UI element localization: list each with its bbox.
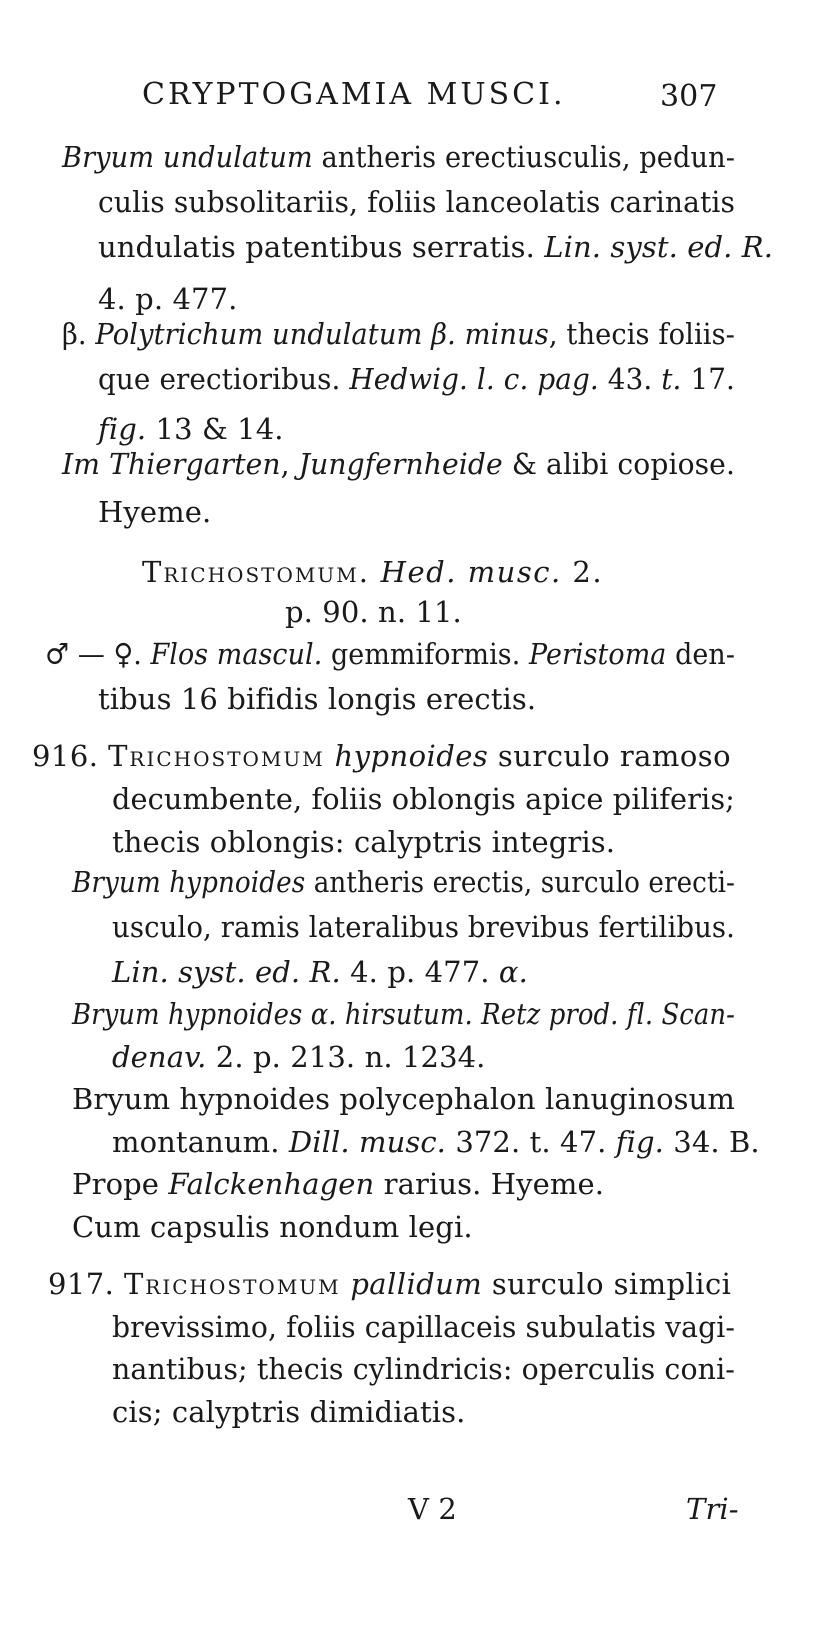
text-run: nantibus; thecis cylindricis: operculis coni- — [112, 1352, 735, 1386]
text-run: brevissimo, foliis capillaceis subulatis vagi- — [112, 1310, 735, 1344]
text-run: Flos mascul. — [150, 637, 323, 671]
text-run: antheris erectiusculis, pedun- — [312, 140, 735, 174]
text-run: 34. B. — [663, 1125, 760, 1159]
text-run: fig. — [615, 1125, 664, 1159]
text-run: decumbente, foliis oblongis apice piliferis; — [112, 782, 735, 816]
text-run: Prope — [72, 1167, 169, 1201]
text-run: & alibi copiose. — [502, 447, 735, 481]
text-run: 43. — [598, 362, 662, 396]
text-run: 2. — [561, 555, 604, 589]
text-line — [98, 230, 774, 264]
text-run: thecis oblongis: calyptris integris. — [112, 825, 616, 859]
text-run: undulatis patentibus serratis. — [98, 230, 545, 264]
text-run: 13 & 14. — [146, 412, 284, 446]
text-line — [72, 997, 735, 1031]
text-run: Falckenhagen — [168, 1167, 375, 1201]
text-run: usculo, ramis lateralibus brevibus fertilibus. — [112, 910, 735, 944]
text-run: 372. t. 47. — [446, 1125, 616, 1159]
text-line — [112, 1310, 735, 1344]
text-run: 4. p. 477. — [98, 282, 238, 316]
catchword: Tri- — [686, 1492, 739, 1526]
signature-mark: V 2 — [408, 1492, 457, 1526]
text-run: Hyeme. — [98, 495, 212, 529]
text-run: 2. p. 213. n. 1234. — [206, 1040, 486, 1074]
text-line — [62, 140, 735, 174]
text-run: Cum capsulis nondum legi. — [72, 1210, 473, 1244]
text-line — [112, 782, 735, 816]
text-run: hypnoides — [334, 739, 489, 773]
text-run: que erectioribus. — [98, 362, 350, 396]
text-run: Bryum undulatum — [62, 140, 313, 174]
text-run: Trichostomum — [123, 1267, 341, 1301]
text-line — [98, 682, 537, 716]
text-run: fig. — [98, 412, 147, 446]
text-run: culis subsolitariis, foliis lanceolatis carinatis — [98, 185, 735, 219]
text-line — [142, 555, 604, 589]
text-run: Peristoma — [528, 637, 667, 671]
text-run: Trichostomum. — [142, 555, 370, 589]
text-run: rarius. Hyeme. — [374, 1167, 605, 1201]
text-line — [98, 185, 735, 219]
text-line — [72, 1082, 735, 1116]
text-line — [32, 739, 732, 773]
text-line — [48, 1267, 732, 1301]
text-run: cis; calyptris dimidiatis. — [112, 1395, 466, 1429]
text-line — [285, 595, 462, 629]
text-run: Dill. musc. — [288, 1125, 447, 1159]
text-run: β. — [62, 317, 96, 351]
text-run: surculo simplici — [482, 1267, 732, 1301]
page-number: 307 — [660, 79, 718, 114]
text-run: Hed. musc. — [380, 555, 562, 589]
text-line — [45, 637, 735, 671]
text-run: pallidum — [350, 1267, 483, 1301]
text-line — [98, 412, 284, 446]
text-run: 17. — [681, 362, 735, 396]
text-run: , — [280, 447, 299, 481]
text-run: Bryum hypnoides polycephalon lanuginosum — [72, 1082, 735, 1116]
text-run: 916. — [32, 739, 109, 773]
text-run: denav. — [112, 1040, 207, 1074]
text-line — [112, 955, 528, 989]
text-run: tibus 16 bifidis longis erectis. — [98, 682, 537, 716]
text-run — [370, 555, 381, 589]
text-run: Trichostomum — [108, 739, 325, 773]
text-run: Lin. syst. ed. R. — [544, 230, 774, 264]
text-run: gemmiformis. — [322, 637, 529, 671]
text-run: 4. p. 477. — [340, 955, 499, 989]
text-run: , thecis foliis- — [548, 317, 735, 351]
text-line — [112, 1040, 486, 1074]
text-line — [112, 1125, 760, 1159]
text-line — [112, 910, 735, 944]
text-run: α. — [498, 955, 528, 989]
text-line — [112, 825, 616, 859]
text-line — [72, 1167, 605, 1201]
text-run: t. — [661, 362, 682, 396]
text-run: Hedwig. l. c. pag. — [349, 362, 599, 396]
text-run: ♂ — ♀. — [45, 637, 151, 671]
running-title: CRYPTOGAMIA MUSCI. — [142, 77, 566, 112]
text-line — [72, 865, 735, 899]
text-run: p. 90. n. 11. — [285, 595, 462, 629]
text-run — [341, 1267, 351, 1301]
text-line — [72, 1210, 473, 1244]
text-line — [98, 362, 735, 396]
text-run: Bryum hypnoides — [72, 865, 306, 899]
text-line — [98, 495, 212, 529]
text-line — [62, 447, 735, 481]
text-run: surculo ramoso — [488, 739, 732, 773]
text-run: antheris erectis, surculo erecti- — [305, 865, 735, 899]
text-line — [98, 282, 238, 316]
text-run: Jungfernheide — [298, 447, 503, 481]
text-run: 917. — [48, 1267, 124, 1301]
text-line — [112, 1352, 735, 1386]
text-run: den- — [666, 637, 735, 671]
text-run: montanum. — [112, 1125, 289, 1159]
text-run: Lin. syst. ed. R. — [112, 955, 341, 989]
text-run: Bryum hypnoides α. hirsutum. Retz prod. fl. Scan- — [72, 997, 735, 1031]
text-run: Polytrichum undulatum β. minus — [95, 317, 549, 351]
text-line — [62, 317, 735, 351]
text-line — [112, 1395, 466, 1429]
text-run: Im Thiergarten — [62, 447, 281, 481]
